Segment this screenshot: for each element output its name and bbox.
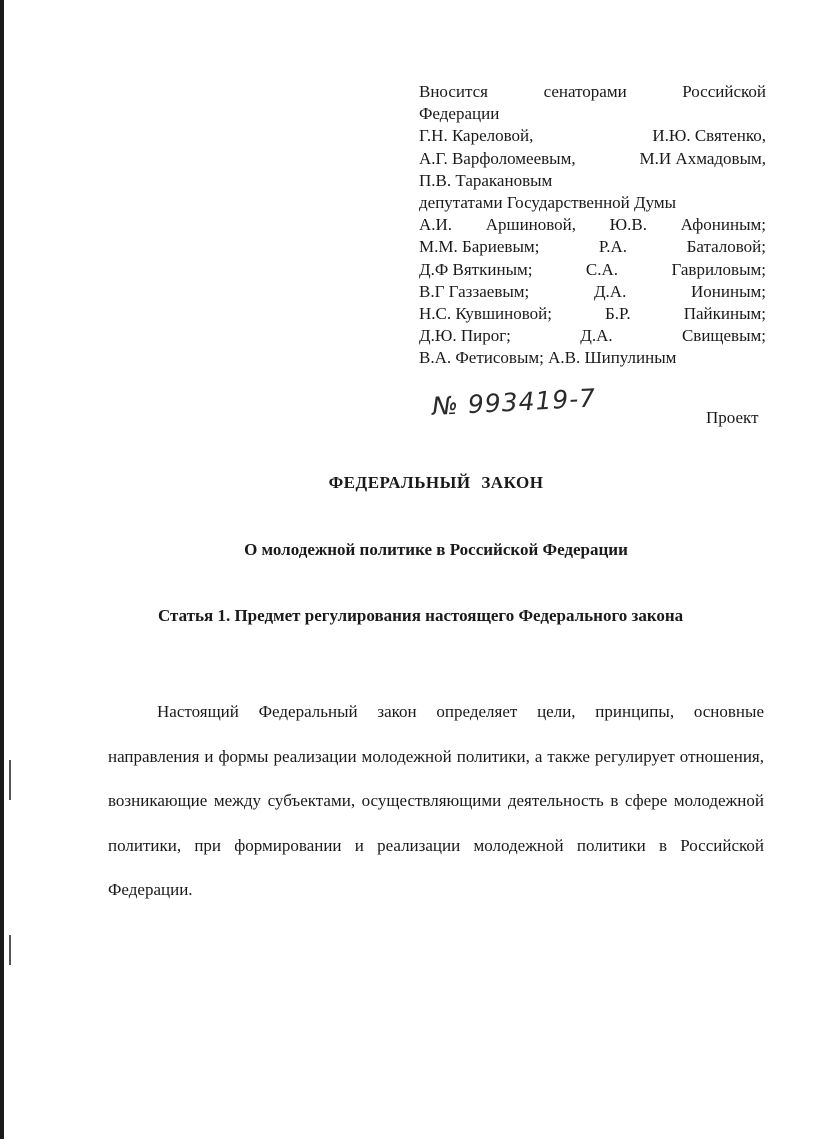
sponsor-line <box>419 192 766 214</box>
sponsor-line-segment: В.А. Фетисовым; А.В. Шипулиным <box>419 348 677 368</box>
article-body-text: Настоящий Федеральный закон определяет цели, принципы, основные направления и формы реализации молодежной политики, а также регулирует отношения, возникающие между субъектами, осуществляющими деятельность в сфере молодежной политики, при формировании и реализации молодежной политики в Российской Федерации. <box>108 702 764 899</box>
sponsor-line-segment: Д.Ф Вяткиным; <box>419 259 533 279</box>
sponsor-line-segment: сенаторами <box>543 82 627 101</box>
article-heading: Статья 1. Предмет регулирования настоящего Федерального закона <box>158 606 684 625</box>
sponsor-line-segment: Афониным; <box>680 215 766 235</box>
sponsor-line-segment: М.М. Бариевым; <box>419 237 540 257</box>
sponsor-line-segment: М.И Ахмадовым, <box>639 148 766 168</box>
sponsor-line-segment: П.В. Таракановым <box>419 170 553 190</box>
sponsor-line <box>419 125 766 147</box>
sponsor-line-segment: В.Г Газзаевым; <box>419 281 530 301</box>
sponsor-line-segment: Г.Н. Кареловой, <box>419 126 534 146</box>
sponsor-line-segment: Пайкиным; <box>683 304 766 324</box>
scan-margin-mark <box>9 935 11 965</box>
sponsor-line-segment: И.Ю. Святенко, <box>652 126 766 146</box>
sponsor-line-segment: Гавриловым; <box>671 259 766 279</box>
sponsor-line <box>419 259 766 281</box>
sponsor-line <box>419 347 766 369</box>
sponsor-line <box>419 214 766 236</box>
sponsor-line <box>419 81 766 103</box>
sponsor-line <box>419 303 766 325</box>
sponsor-line-segment: Иониным; <box>691 281 766 301</box>
law-type-heading: ФЕДЕРАЛЬНЫЙ ЗАКОН <box>328 473 544 492</box>
sponsor-line-segment: Д.А. <box>593 281 627 301</box>
sponsor-line-segment: Н.С. Кувшиновой; <box>419 304 552 324</box>
sponsor-line-segment: Ю.В. <box>609 215 647 235</box>
sponsor-line-segment: Баталовой; <box>686 237 766 257</box>
sponsor-line-segment: Д.А. <box>580 326 613 346</box>
scan-margin-mark <box>9 760 11 800</box>
sponsor-line-segment: Российской <box>682 82 766 101</box>
sponsor-line <box>419 148 766 170</box>
sponsor-line-segment: А.Г. Варфоломеевым, <box>419 148 576 168</box>
sponsor-line <box>419 170 766 192</box>
sponsor-line-segment: Федерации <box>419 104 500 124</box>
scan-left-edge <box>0 0 4 1139</box>
sponsor-line-segment: Свищевым; <box>681 326 766 346</box>
sponsor-line <box>419 325 766 347</box>
sponsor-line <box>419 281 766 303</box>
sponsor-line-segment: Аршиновой, <box>485 215 577 235</box>
sponsor-line-segment: Б.Р. <box>605 304 631 324</box>
handwritten-registration-number: № 993419-7 <box>431 383 597 421</box>
sponsor-line <box>419 236 766 258</box>
sponsor-line <box>419 103 766 125</box>
sponsor-line-segment: С.А. <box>585 259 619 279</box>
law-title: О молодежной политике в Российской Федерации <box>244 540 628 559</box>
sponsor-line-segment: Р.А. <box>598 237 628 257</box>
sponsor-line-segment: депутатами Государственной Думы <box>419 193 677 213</box>
sponsor-line-segment: А.И. <box>419 215 453 235</box>
sponsor-line-segment: Вносится <box>419 82 489 101</box>
sponsor-line-segment: Д.Ю. Пирог; <box>419 326 511 346</box>
project-label: Проект <box>706 408 759 427</box>
sponsors-block <box>419 81 766 370</box>
